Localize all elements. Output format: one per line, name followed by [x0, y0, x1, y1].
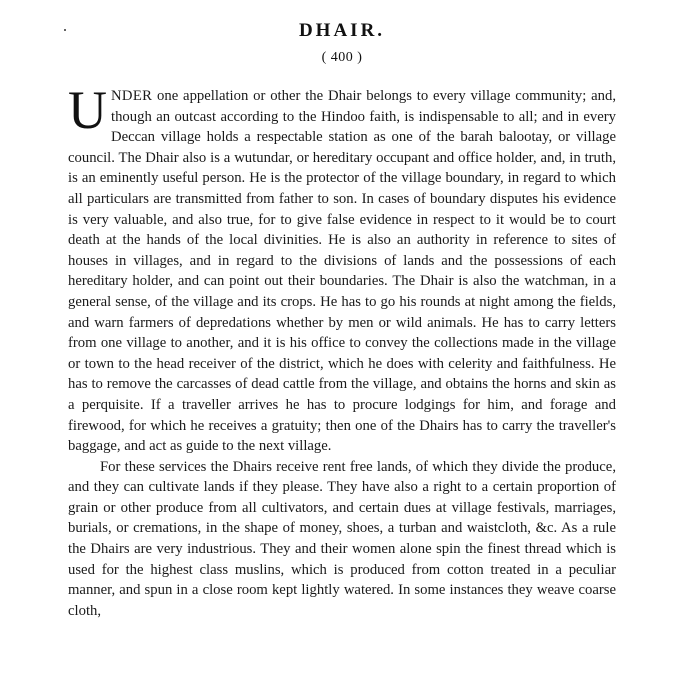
body-text [68, 80, 616, 621]
page-title: DHAIR. [298, 20, 386, 41]
paragraph-1 [68, 80, 616, 457]
paragraph-2-text: For these services the Dhairs receive rent free lands, of which they divide the produce, and they can cultivate lands if they please. They have also a right to a certain proportion of grain or other produce from all cultivators, and certain dues at village festivals, marriages, burials, or cremations, in the shape of money, shoes, a turban and waistcloth, &c. As a rule the Dhairs are very industrious. They and their women alone spin the finest thread which is used for the highest class muslins, which is produced from cotton treated in a peculiar manner, and spun in a close room kept lightly watered. In some instances they weave coarse cloth, [68, 458, 616, 619]
paragraph-1-text: one appellation or other the Dhair belongs to every village community; and, though an outcast according to the Hindoo faith, is indispensable to all; and in every Deccan village holds a respectable station as one of the barah balootay, or village council. The Dhair also is a wutundar, or hereditary occupant and office holder, and, in truth, is an eminently useful person. He is the protector of the village boundary, in regard to which all particulars are transmitted from father to son. In cases of boundary disputes his evidence is very valuable, and also true, for to give false evidence in respect to it would be to court death at the hands of the local divinities. He is also an authority in reference to sites of houses in villages, and in regard to the divisions of lands and the possessions of each hereditary holder, and can point out their boundaries. The Dhair is also the watchman, in a general sense, of the village and its crops. He has to go his rounds at night among the fields, and warn farmers of depredations whether by men or wild animals. He has to carry letters from one village to another, and it is his office to convey the collections made in the village or town to the head receiver of the district, which he does with celerity and faithfulness. He has to remove the carcasses of dead cattle from the village, and obtains the horns and skin as a perquisite. If a traveller arrives he has to procure lodgings for him, and forage and firewood, for which he receives a gratuity; then one of the Dhairs has to carry the traveller's baggage, and act as guide to the next village. [68, 88, 616, 455]
page-number: ( 400 ) [321, 50, 363, 65]
paragraph-2 [68, 457, 616, 622]
opening-word: NDER [111, 88, 153, 104]
drop-cap: U [68, 80, 107, 140]
